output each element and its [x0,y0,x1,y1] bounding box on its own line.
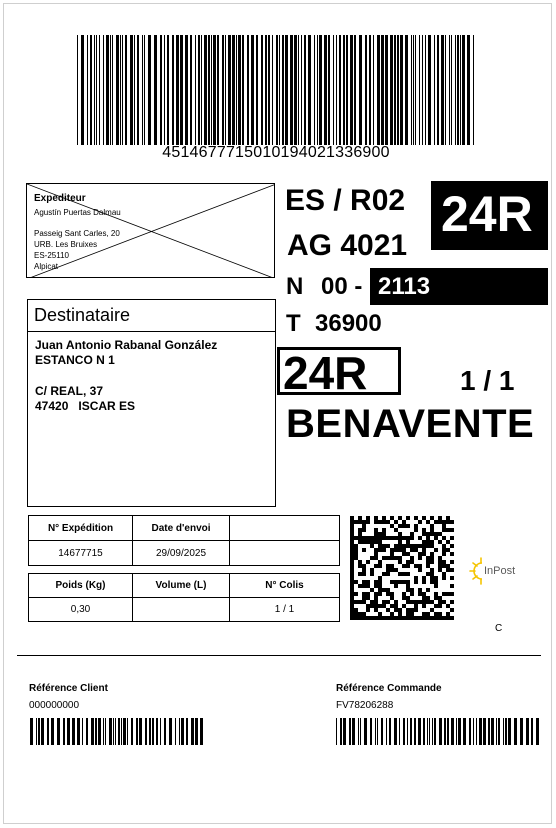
service-code-outline: 24R [283,347,368,399]
t-row-label: T [286,310,301,337]
header-empty [230,516,340,541]
divider [17,655,541,656]
n-row-value: 2113 [378,273,431,300]
shipment-number: 14677715 [29,541,133,566]
sender-box [26,183,275,278]
client-reference-title: Référence Client [29,683,108,694]
n-row-label: N [286,273,304,300]
table-row [29,598,340,622]
table-row [29,574,340,598]
header-weight: Poids (Kg) [29,574,133,598]
main-barcode-number: 4514677715010194021336900 [162,144,390,161]
sun-icon [470,558,481,584]
ship-date: 29/09/2025 [133,541,230,566]
table-row [29,516,340,541]
header-parcel-number: N° Colis [230,574,340,598]
sender-city: Alpicat [34,262,59,271]
sender-postal-code: ES-25110 [34,251,69,260]
order-reference-title: Référence Commande [336,683,442,694]
agency-code: AG 4021 [287,229,408,262]
header-ship-date: Date d'envoi [133,516,230,541]
table-row [29,541,340,566]
n-row-prefix: 00 - [321,273,363,300]
recipient-box [27,299,276,507]
recipient-street: C/ REAL, 37 [35,384,104,398]
sender-title: Expediteur [34,193,86,204]
recipient-header [28,300,275,332]
inpost-logo-text: InPost [484,565,516,577]
service-code-inverse: 24R [441,186,533,242]
weight-value: 0,30 [29,598,133,622]
order-reference-barcode [336,718,540,745]
sender-urbanization: URB. Les Bruixes [34,240,98,249]
order-reference-value: FV78206288 [336,700,394,711]
parcel-count: 1 / 1 [460,365,515,396]
volume-value [133,598,230,622]
client-reference-barcode [30,718,204,745]
weight-table [28,573,340,622]
t-row-value: 36900 [315,310,382,337]
recipient-name: Juan Antonio Rabanal González [35,338,218,352]
empty-cell [230,541,340,566]
header-volume: Volume (L) [133,574,230,598]
recipient-line2: ESTANCO N 1 [35,353,115,367]
datamatrix-code [350,516,454,620]
inpost-logo [468,553,530,589]
sender-name: Agustín Puertas Dalmau [34,208,121,217]
parcel-number-value: 1 / 1 [230,598,340,622]
route-code: ES / R02 [285,184,406,217]
header-shipment-number: N° Expédition [29,516,133,541]
client-reference-value: 000000000 [29,700,80,711]
main-barcode [77,35,475,145]
recipient-postal-line: 47420 ISCAR ES [35,399,136,413]
shipment-table [28,515,340,566]
carrier-code: C [495,623,503,634]
recipient-title: Destinataire [34,305,131,325]
destination-city: BENAVENTE [286,402,535,446]
sender-street: Passeig Sant Carles, 20 [34,229,120,238]
